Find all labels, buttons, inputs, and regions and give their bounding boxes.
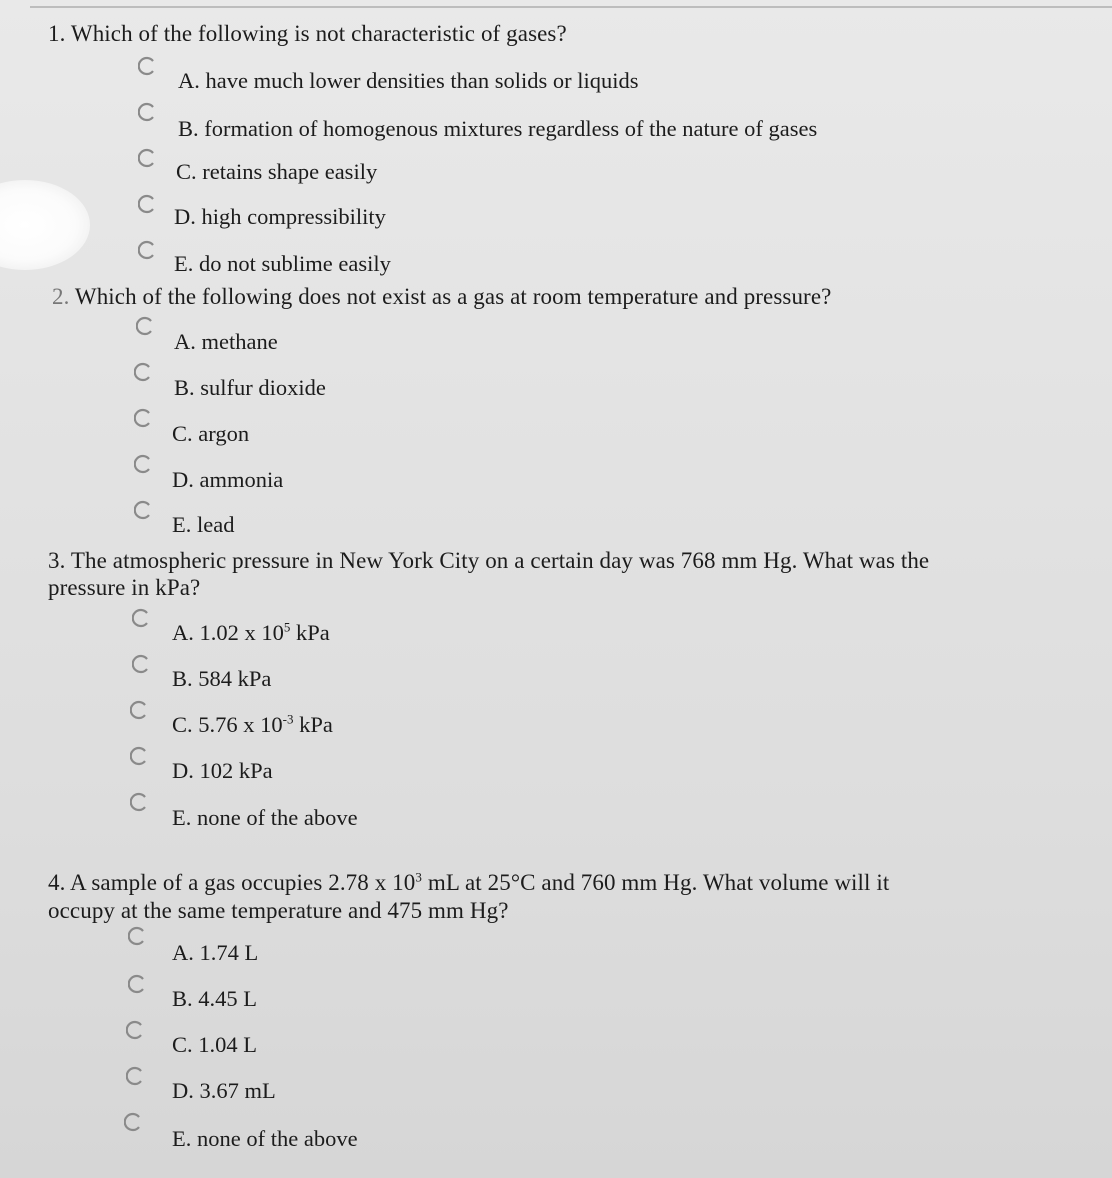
question-4-text-line2: occupy at the same temperature and 475 mm Hg? [48, 898, 509, 923]
question-number: 1. [48, 21, 66, 46]
option-label: E. do not sublime easily [174, 251, 391, 276]
question-prompt: A sample of a gas occupies 2.78 x $10^3$ mL at 25°C and 760 mm Hg. What volume will it [70, 869, 890, 895]
radio-button-icon[interactable] [130, 792, 150, 812]
option-label: B. formation of homogenous mixtures regardless of the nature of gases [178, 116, 818, 141]
option-label: D. 102 kPa [172, 758, 273, 783]
question-3-text-line2: pressure in kPa? [48, 575, 201, 600]
option-label: A. 1.02 x $10^5$ kPa [172, 619, 330, 645]
question-4-text-line1 [48, 869, 889, 897]
question-1-text [48, 20, 567, 48]
option-label: B. 584 kPa [172, 666, 272, 691]
radio-button-icon[interactable] [124, 1112, 144, 1132]
option-label: A. methane [174, 329, 278, 354]
option-label: C. 5.76 x $10^{-3}$ kPa [172, 711, 333, 737]
option-label: B. sulfur dioxide [174, 375, 326, 400]
top-divider [30, 6, 1112, 8]
option-label: E. none of the above [172, 805, 358, 830]
question-number: 4. [48, 870, 66, 895]
option-label: D. high compressibility [174, 204, 386, 229]
option-label: C. argon [172, 421, 250, 446]
radio-button-icon[interactable] [136, 316, 156, 336]
radio-button-icon[interactable] [138, 240, 158, 260]
radio-button-icon[interactable] [138, 148, 158, 168]
radio-button-icon[interactable] [126, 1066, 146, 1086]
option-label: B. 4.45 L [172, 986, 258, 1011]
question-prompt: Which of the following does not exist as a gas at room temperature and pressure? [74, 284, 832, 309]
radio-button-icon[interactable] [138, 194, 158, 214]
radio-button-icon[interactable] [134, 500, 154, 520]
radio-button-icon[interactable] [134, 454, 154, 474]
question-3-text-line1 [48, 547, 929, 575]
option-label: A. 1.74 L [172, 940, 259, 965]
radio-button-icon[interactable] [132, 654, 152, 674]
radio-button-icon[interactable] [134, 408, 154, 428]
radio-button-icon[interactable] [128, 926, 148, 946]
radio-button-icon[interactable] [134, 362, 154, 382]
option-label: A. have much lower densities than solids or liquids [178, 68, 639, 93]
option-label: D. 3.67 mL [172, 1078, 276, 1103]
radio-button-icon[interactable] [126, 1020, 146, 1040]
radio-button-icon[interactable] [130, 700, 150, 720]
radio-button-icon[interactable] [132, 608, 152, 628]
question-prompt: The atmospheric pressure in New York City on a certain day was 768 mm Hg. What was the [70, 548, 930, 573]
option-label: D. ammonia [172, 467, 284, 492]
screen-glare [0, 180, 90, 270]
radio-button-icon[interactable] [128, 974, 148, 994]
question-number: 3. [48, 548, 66, 573]
radio-button-icon[interactable] [138, 56, 158, 76]
radio-button-icon[interactable] [130, 746, 150, 766]
question-2-text [52, 283, 831, 311]
question-number: 2. [52, 284, 70, 309]
question-prompt: Which of the following is not characteristic of gases? [70, 21, 567, 46]
option-label: C. 1.04 L [172, 1032, 258, 1057]
option-label: E. none of the above [172, 1126, 358, 1151]
radio-button-icon[interactable] [138, 102, 158, 122]
option-label: C. retains shape easily [176, 159, 378, 184]
option-label: E. lead [172, 512, 235, 537]
